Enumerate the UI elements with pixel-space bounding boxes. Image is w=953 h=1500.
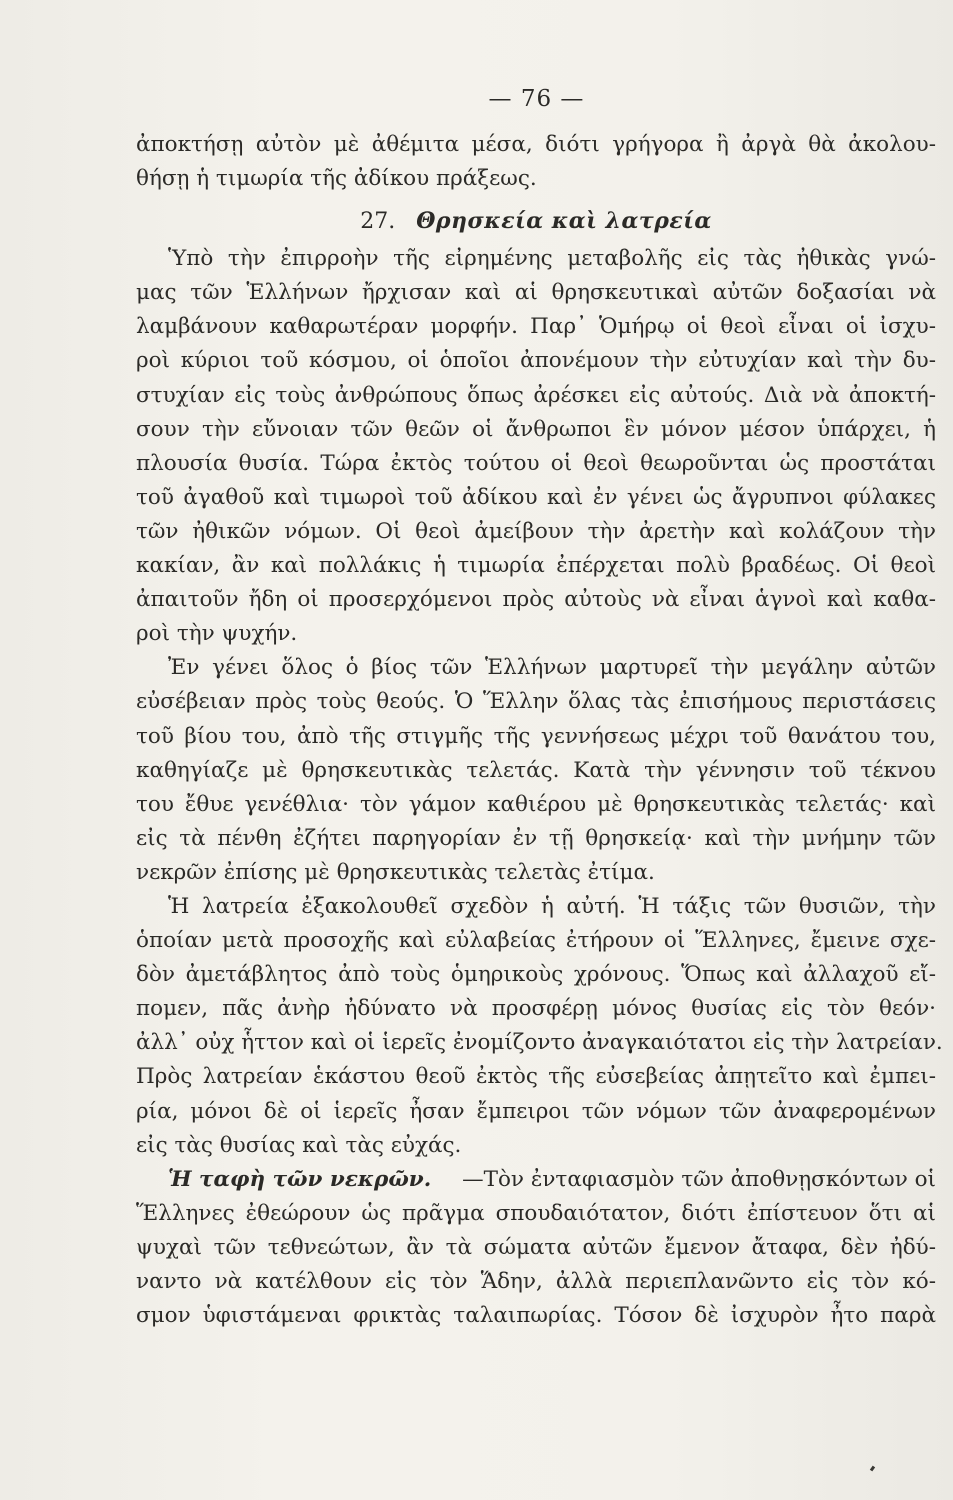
text-line: δὸν ἀμετάβλητος ἀπὸ τοὺς ὁμηρικοὺς χρόνους. Ὅπως καὶ ἀλλαχοῦ εἴ- bbox=[136, 962, 936, 988]
text-line: τοῦ βίου του, ἀπὸ τῆς στιγμῆς τῆς γεννήσεως μέχρι τοῦ θανάτου του, bbox=[136, 723, 936, 749]
text-line: κακίαν, ἂν καὶ πολλάκις ἡ τιμωρία ἐπέρχεται πολὺ βραδέως. Οἱ θεοὶ bbox=[136, 553, 936, 579]
text-line: μας τῶν Ἑλλήνων ἤρχισαν καὶ αἱ θρησκευτικαὶ αὐτῶν δοξασίαι νὰ bbox=[136, 280, 936, 306]
text-line: Ὑπὸ τὴν ἐπιρροὴν τῆς εἰρημένης μεταβολῆς εἰς τὰς ἠθικὰς γνώ- bbox=[168, 246, 936, 272]
text-line: ἀπαιτοῦν ἤδη οἱ προσερχόμενοι πρὸς αὐτοὺς νὰ εἶναι ἁγνοὶ καὶ καθα- bbox=[136, 587, 936, 613]
subheading: Ἡ ταφὴ τῶν νεκρῶν. bbox=[168, 1166, 432, 1192]
text-line: ναντο νὰ κατέλθουν εἰς τὸν Ἅδην, ἀλλὰ περιεπλανῶντο εἰς τὸν κό- bbox=[136, 1269, 936, 1294]
paragraph-religion bbox=[136, 242, 936, 651]
paragraph-burial bbox=[136, 1163, 936, 1333]
text-line: νεκρῶν ἐπίσης μὲ θρησκευτικὰς τελετὰς ἐτίμα. bbox=[136, 859, 655, 885]
text-line: του ἔθυε γενέθλια· τὸν γάμον καθιέρου μὲ θρησκευτικὰς τελετάς· καὶ bbox=[136, 791, 936, 817]
text-line: εὐσέβειαν πρὸς τοὺς θεούς. Ὁ Ἕλλην ὅλας τὰς ἐπισήμους περιστάσεις bbox=[136, 689, 936, 715]
text-line: ἀποκτήσῃ αὐτὸν μὲ ἀθέμιτα μέσα, διότι γρήγορα ἢ ἀργὰ θὰ ἀκολου- bbox=[136, 132, 936, 157]
paragraph-worship bbox=[136, 890, 943, 1163]
section-title: Θρησκεία καὶ λατρεία bbox=[416, 208, 712, 235]
text-line: τοῦ ἀγαθοῦ καὶ τιμωροὶ τοῦ ἀδίκου καὶ ἐν γένει ὡς ἄγρυπνοι φύλακες bbox=[136, 484, 936, 510]
page-number: — 76 — bbox=[488, 86, 585, 112]
text-line: λαμβάνουν καθαρωτέραν μορφήν. Παρ᾽ Ὁμήρῳ οἱ θεοὶ εἶναι οἱ ἰσχυ- bbox=[136, 314, 936, 340]
text-line-rest: —Τὸν ἐνταφιασμὸν τῶν ἀποθνῃσκόντων οἱ bbox=[462, 1166, 936, 1192]
text-line: τῶν ἠθικῶν νόμων. Οἱ θεοὶ ἀμείβουν τὴν ἀρετὴν καὶ κολάζουν τὴν bbox=[136, 518, 936, 544]
text-line: ψυχαὶ τῶν τεθνεώτων, ἂν τὰ σώματα αὐτῶν ἔμενον ἄταφα, δὲν ἠδύ- bbox=[136, 1234, 936, 1260]
section-heading bbox=[136, 196, 936, 242]
text-line: εἰς τὰς θυσίας καὶ τὰς εὐχάς. bbox=[136, 1132, 462, 1158]
text-line: ἀλλ᾽ οὐχ ἧττον καὶ οἱ ἱερεῖς ἐνομίζοντο ἀναγκαιότατοι εἰς τὴν λατρείαν. bbox=[136, 1030, 943, 1056]
page-body bbox=[136, 128, 943, 1333]
paragraph-piety bbox=[136, 651, 936, 890]
text-line: ροὶ κύριοι τοῦ κόσμου, οἱ ὁποῖοι ἀπονέμουν τὴν εὐτυχίαν καὶ τὴν δυ- bbox=[136, 348, 936, 374]
text-line: καθηγίαζε μὲ θρησκευτικὰς τελετάς. Κατὰ τὴν γέννησιν τοῦ τέκνου bbox=[136, 757, 936, 783]
text-line: σουν τὴν εὔνοιαν τῶν θεῶν οἱ ἄνθρωποι ἓν μόνον μέσον ὑπάρχει, ἡ bbox=[136, 416, 936, 442]
text-line: Ἡ λατρεία ἐξακολουθεῖ σχεδὸν ἡ αὐτή. Ἡ τάξις τῶν θυσιῶν, τὴν bbox=[168, 893, 936, 919]
text-line: ὁποίαν μετὰ προσοχῆς καὶ εὐλαβείας ἐτήρουν οἱ Ἕλληνες, ἔμεινε σχε- bbox=[136, 928, 936, 954]
text-line: πλουσία θυσία. Τώρα ἐκτὸς τούτου οἱ θεοὶ θεωροῦνται ὡς προστάται bbox=[136, 450, 936, 476]
section-number: 27. bbox=[360, 209, 396, 235]
text-line: εἰς τὰ πένθη ἐζήτει παρηγορίαν ἐν τῇ θρησκείᾳ· καὶ τὴν μνήμην τῶν bbox=[136, 825, 936, 851]
text-line: πομεν, πᾶς ἀνὴρ ἠδύνατο νὰ προσφέρῃ μόνος θυσίας εἰς τὸν θεόν· bbox=[136, 996, 936, 1022]
text-line: ρία, μόνοι δὲ οἱ ἱερεῖς ἦσαν ἔμπειροι τῶν νόμων τῶν ἀναφερομένων bbox=[136, 1098, 936, 1124]
text-line: Ἐν γένει ὅλος ὁ βίος τῶν Ἑλλήνων μαρτυρεῖ τὴν μεγάλην αὐτῶν bbox=[168, 655, 936, 681]
text-line: σμον ὑφιστάμεναι φρικτὰς ταλαιπωρίας. Τόσον δὲ ἰσχυρὸν ἦτο παρὰ bbox=[136, 1303, 936, 1329]
text-line: ροὶ τὴν ψυχήν. bbox=[136, 621, 298, 647]
speck bbox=[870, 1466, 875, 1472]
text-line bbox=[136, 1163, 936, 1197]
text-line: θήσῃ ἡ τιμωρία τῆς ἀδίκου πράξεως. bbox=[136, 166, 537, 192]
text-line: στυχίαν εἰς τοὺς ἀνθρώπους ὅπως ἀρέσκει εἰς αὐτούς. Διὰ νὰ ἀποκτή- bbox=[136, 382, 936, 408]
text-line: Ἕλληνες ἐθεώρουν ὡς πρᾶγμα σπουδαιότατον, διότι ἐπίστευον ὅτι αἱ bbox=[136, 1200, 936, 1226]
text-line: Πρὸς λατρείαν ἑκάστου θεοῦ ἐκτὸς τῆς εὐσεβείας ἀπῃτεῖτο καὶ ἐμπει- bbox=[136, 1064, 936, 1090]
